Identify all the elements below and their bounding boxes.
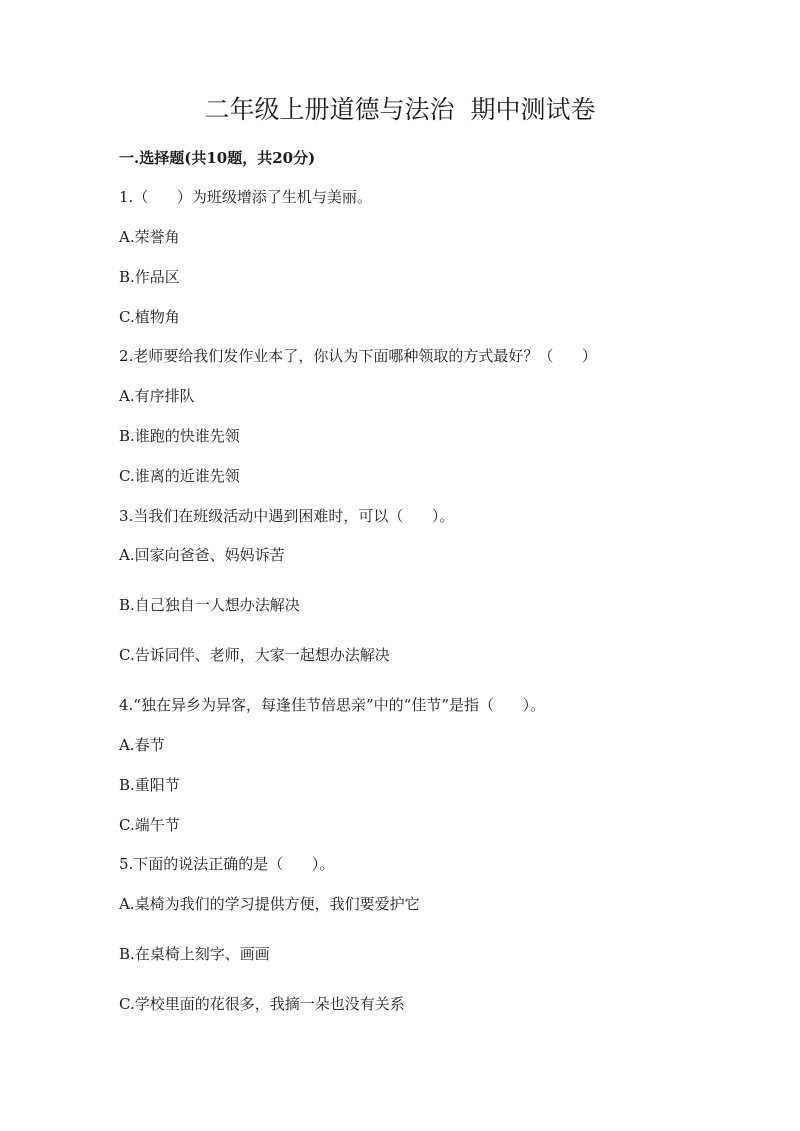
question-4-stem: 4.“独在异乡为异客，每逢佳节倍思亲”中的“佳节”是指（ ）。 — [119, 696, 546, 714]
question-2-stem: 2.老师要给我们发作业本了，你认为下面哪种领取的方式最好？（ ） — [119, 347, 597, 365]
question-1-option-a: A.荣誉角 — [119, 228, 180, 246]
question-5-option-a: A.桌椅为我们的学习提供方便，我们要爱护它 — [119, 895, 420, 913]
question-4-option-c: C.端午节 — [119, 816, 180, 834]
question-3-option-b: B.自己独自一人想办法解决 — [119, 596, 300, 614]
question-4-option-a: A.春节 — [119, 736, 165, 754]
question-1-option-c: C.植物角 — [119, 308, 180, 326]
question-3-option-a: A.回家向爸爸、妈妈诉苦 — [119, 546, 285, 564]
question-2-option-a: A.有序排队 — [119, 387, 195, 405]
question-5-option-b: B.在桌椅上刻字、画画 — [119, 945, 270, 963]
question-1-stem: 1.（ ）为班级增添了生机与美丽。 — [119, 188, 372, 206]
question-5-option-c: C.学校里面的花很多，我摘一朵也没有关系 — [119, 995, 405, 1013]
section-heading: 一.选择题(共10题，共20分) — [119, 149, 316, 167]
question-5-stem: 5.下面的说法正确的是（ ）。 — [119, 855, 335, 873]
question-3-option-c: C.告诉同伴、老师，大家一起想办法解决 — [119, 646, 390, 664]
question-4-option-b: B.重阳节 — [119, 776, 180, 794]
question-2-option-b: B.谁跑的快谁先领 — [119, 427, 240, 445]
question-2-option-c: C.谁离的近谁先领 — [119, 467, 240, 485]
question-1-option-b: B.作品区 — [119, 268, 180, 286]
exam-title: 二年级上册道德与法治 期中测试卷 — [204, 95, 596, 124]
question-3-stem: 3.当我们在班级活动中遇到困难时，可以（ ）。 — [119, 507, 455, 525]
